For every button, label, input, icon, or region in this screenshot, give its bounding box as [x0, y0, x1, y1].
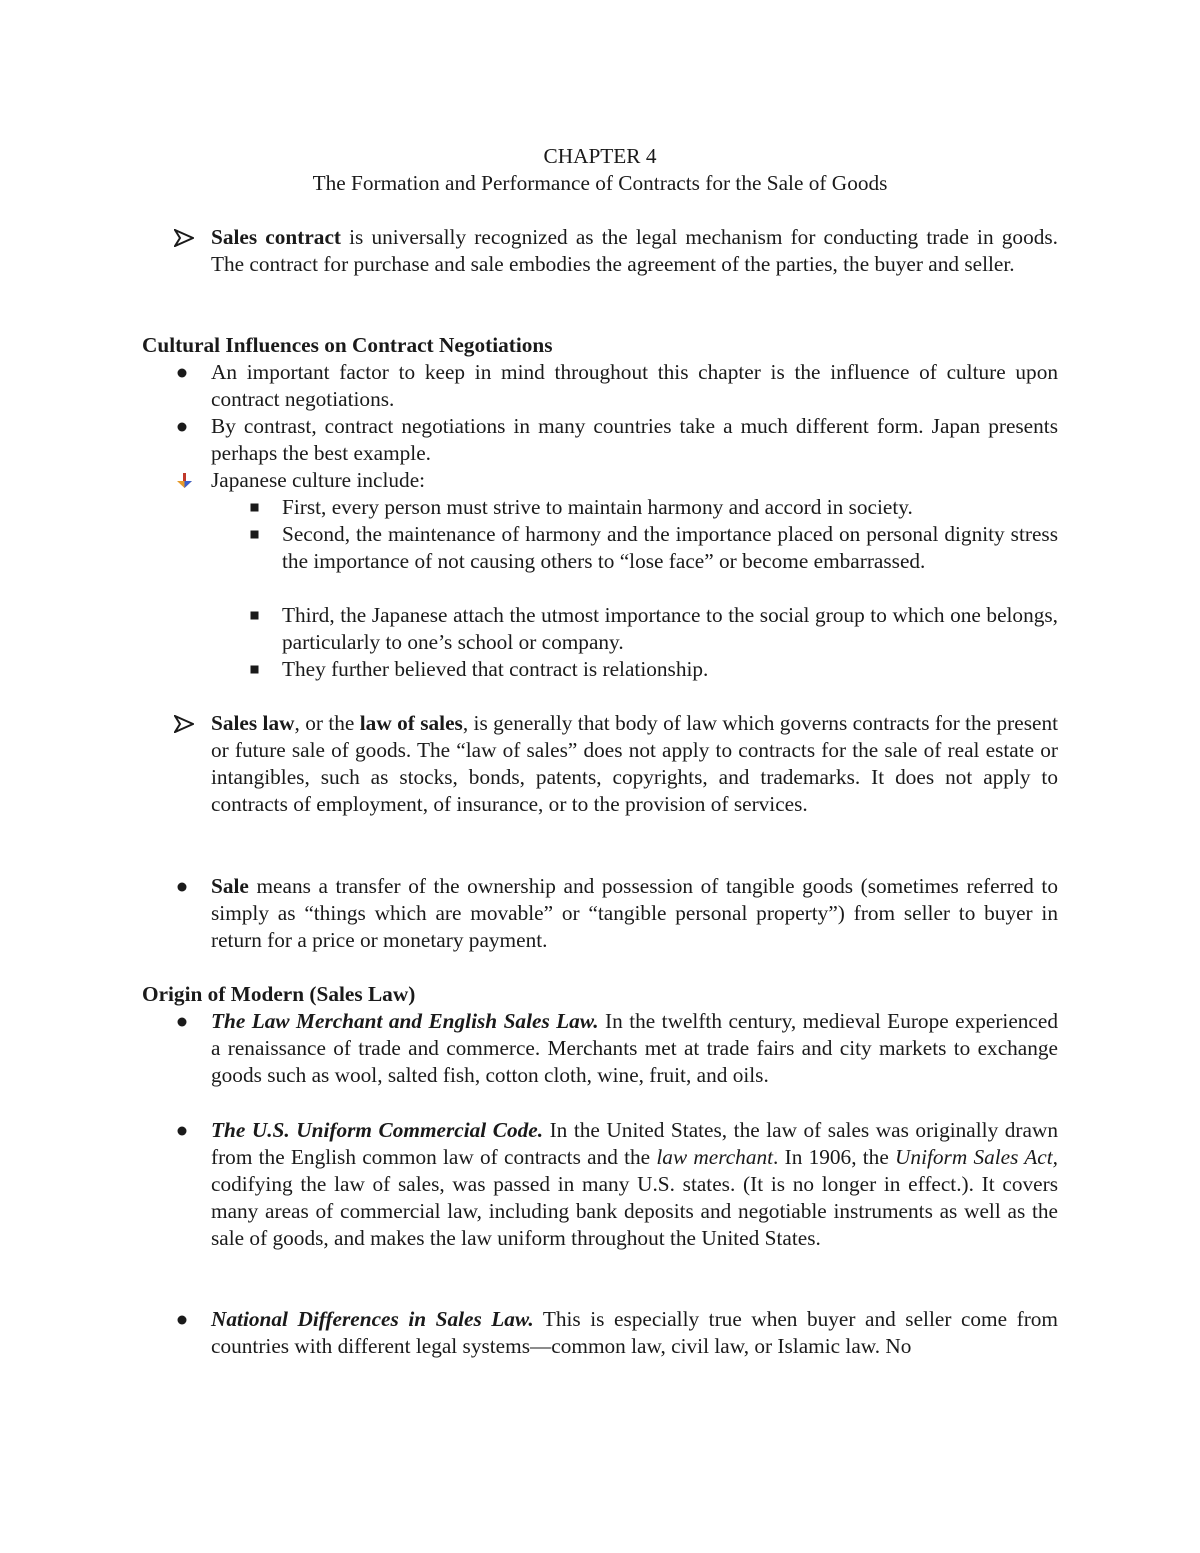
- chapter-number: CHAPTER 4: [543, 144, 657, 168]
- national-differences-paragraph: [211, 1306, 1058, 1360]
- ucc-text-1: In the United States, the law of sales was originally drawn from the English common law of contracts and the: [211, 1118, 1058, 1169]
- japanese-sub-bullet-3: Third, the Japanese attach the utmost importance to the social group to which one belongs, particularly to one’s school or company.: [282, 603, 1058, 654]
- round-bullet-icon: [171, 1306, 193, 1333]
- sale-definition-paragraph: [211, 873, 1058, 954]
- square-bullet-icon: [243, 521, 265, 548]
- arrow-bullet-icon: [173, 710, 195, 737]
- ucc-text-2: . In 1906, the: [773, 1144, 896, 1169]
- law-merchant-term: law merchant: [656, 1144, 774, 1169]
- arrow-bullet-icon: [173, 224, 195, 251]
- colored-arrow-bullet-icon: [173, 467, 195, 494]
- japanese-sub-bullet-2: Second, the maintenance of harmony and the importance placed on personal dignity stress the importance of not causing others to “lose face” or become embarrassed.: [282, 522, 1058, 573]
- culture-bullet-1: An important factor to keep in mind throughout this chapter is the influence of culture upon contract negotiations.: [211, 360, 1058, 411]
- sales-contract-text: is universally recognized as the legal mechanism for conducting trade in goods. The contract for purchase and sale embodies the agreement of the parties, the buyer and seller.: [211, 225, 1058, 276]
- sales-law-term: Sales law: [211, 711, 295, 735]
- law-merchant-title: The Law Merchant and English Sales Law.: [211, 1009, 599, 1033]
- sales-law-connector: , or the: [294, 711, 360, 735]
- japanese-culture-intro: Japanese culture include:: [211, 468, 426, 492]
- round-bullet-icon: [171, 1117, 193, 1144]
- japanese-sub-bullet-1: First, every person must strive to maintain harmony and accord in society.: [282, 495, 913, 519]
- law-merchant-paragraph: [211, 1008, 1058, 1089]
- law-of-sales-term: law of sales: [359, 711, 463, 735]
- sale-term: Sale: [211, 874, 249, 898]
- sale-text: means a transfer of the ownership and possession of tangible goods (sometimes referred to simply as “things which are movable” or “tangible personal property”) from seller to buyer in return for a price or monetary payment.: [211, 874, 1058, 952]
- round-bullet-icon: [171, 413, 193, 440]
- ucc-title: The U.S. Uniform Commercial Code.: [211, 1118, 544, 1142]
- sales-contract-term: Sales contract: [211, 225, 341, 249]
- chapter-title: The Formation and Performance of Contracts for the Sale of Goods: [312, 171, 888, 195]
- ucc-paragraph: [211, 1117, 1058, 1252]
- sales-law-paragraph: [211, 710, 1058, 818]
- section-heading-cultural: Cultural Influences on Contract Negotiations: [142, 333, 553, 357]
- national-differences-text: This is especially true when buyer and seller come from countries with different legal systems—common law, civil law, or Islamic law. No: [211, 1307, 1058, 1358]
- law-merchant-text: In the twelfth century, medieval Europe experienced a renaissance of trade and commerce. Merchants met at trade fairs and city markets to exchange goods such as wool, salted fish, cotton cloth, wine, fruit, and oils.: [211, 1009, 1058, 1087]
- round-bullet-icon: [171, 359, 193, 386]
- japanese-sub-bullet-4: They further believed that contract is relationship.: [282, 657, 709, 681]
- uniform-sales-act-term: Uniform Sales Act,: [895, 1144, 1058, 1169]
- sales-law-text: , is generally that body of law which governs contracts for the present or future sale of goods. The “law of sales” does not apply to contracts for the sale of real estate or intangibles, such as stocks, bonds, patents, copyrights, and trademarks. It does not apply to contracts of employment, of insurance, or to the provision of services.: [211, 711, 1059, 816]
- section-heading-origin: Origin of Modern (Sales Law): [142, 982, 416, 1006]
- square-bullet-icon: [243, 602, 265, 629]
- national-differences-title: National Differences in Sales Law.: [211, 1307, 534, 1331]
- sales-contract-paragraph: [211, 224, 1058, 278]
- ucc-text-3: codifying the law of sales, was passed in many U.S. states. (It is no longer in effect.). It covers many areas of commercial law, including bank deposits and negotiable instruments as well as the sale of goods, and makes the law uniform throughout the United States.: [211, 1171, 1058, 1250]
- culture-bullet-2: By contrast, contract negotiations in many countries take a much different form. Japan presents perhaps the best example.: [211, 414, 1058, 465]
- round-bullet-icon: [171, 873, 193, 900]
- round-bullet-icon: [171, 1008, 193, 1035]
- square-bullet-icon: [243, 494, 265, 521]
- square-bullet-icon: [243, 656, 265, 683]
